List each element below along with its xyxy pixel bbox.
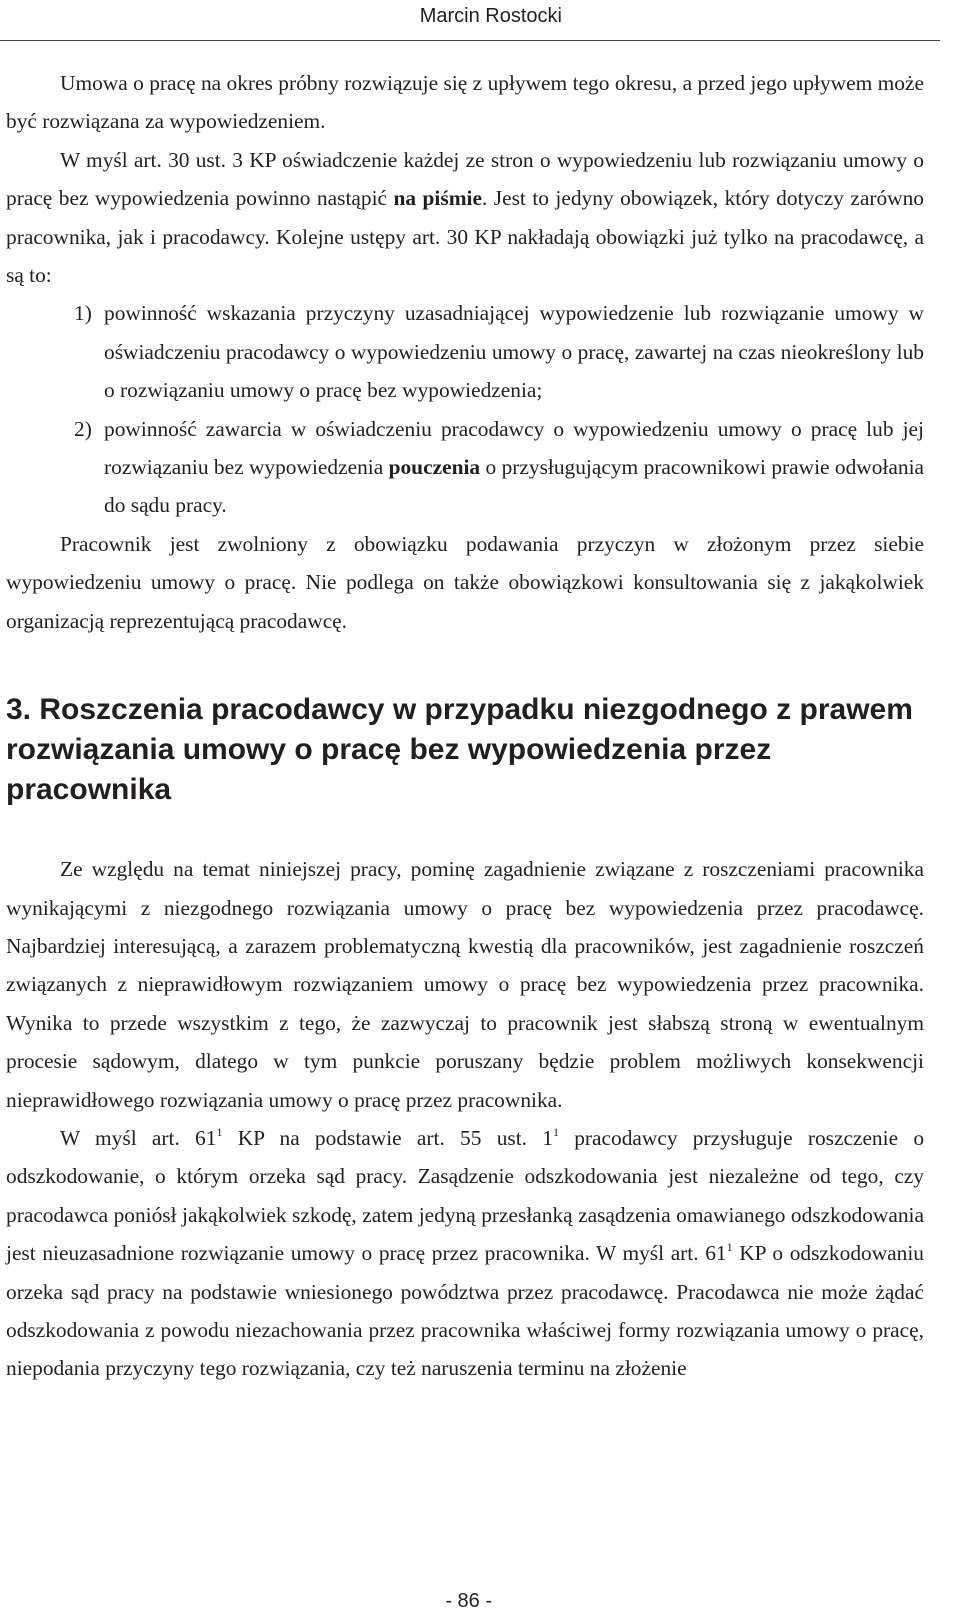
- header-author: Marcin Rostocki: [419, 5, 562, 27]
- paragraph-5: W myśl art. $61^1$ KP na podstawie art. 55 ust. $1^1$ pracodawcy przysługuje roszczenie o odszkodowanie, o którym orzeka sąd pracy. Zasądzenie odszkodowania jest niezależne od tego, czy pracodawca poniósł jakąkolwiek szkodę, zatem jedyną przesłanką zasądzenia omawianego odszkodowania jest nieuzasadnione rozwiązanie umowy o pracę przez pracownika. W myśl art. $61^1$ KP o odszkodowaniu orzeka sąd pracy na podstawie wniesionego powództwa przez pracodawcę. Pracodawca nie może żądać odszkodowania z powodu niezachowania przez pracownika właściwej formy rozwiązania umowy o pracę, niepodania przyczyny tego rozwiązania, czy też naruszenia terminu na złożenie: [6, 1124, 925, 1381]
- list-number-2: 2): [74, 416, 92, 441]
- paragraph-2: W myśl art. 30 ust. 3 KP oświadczenie każdej ze stron o wypowiedzeniu lub rozwiązaniu umowy o pracę bez wypowiedzenia powinno nastąpić na piśmie. Jest to jedyny obowiązek, który dotyczy zarówno pracownika, jak i pracodawcy. Kolejne ustępy art. 30 KP nakładają obowiązki już tylko na pracodawcę, a są to:: [6, 147, 924, 288]
- paragraph-1: Umowa o pracę na okres próbny rozwiązuje się z upływem tego okresu, a przed jego upływem może być rozwiązana za wypowiedzeniem.: [6, 71, 924, 134]
- page-footer: [0, 1590, 940, 1613]
- list-item-2: 2) powinność zawarcia w oświadczeniu pracodawcy o wypowiedzeniu umowy o pracę lub jej rozwiązaniu bez wypowiedzenia pouczenia o przysługującym pracownikowi prawie odwołania do sądu pracy.: [6, 410, 924, 525]
- page-number: - 86 -: [445, 1590, 492, 1612]
- page-body: [6, 64, 924, 1388]
- list-number-1: 1): [74, 301, 92, 326]
- paragraph-3: Pracownik jest zwolniony z obowiązku podawania przyczyn w złożonym przez siebie wypowiedzeniu umowy o pracę. Nie podlega on także obowiązkowi konsultowania się z jakąkolwiek organizacją reprezentującą pracodawcę.: [6, 531, 924, 633]
- superscript: 1: [552, 1124, 559, 1139]
- running-header: [0, 0, 940, 41]
- emphasis-na-pismie: na piśmie: [393, 186, 482, 211]
- list-item-1: [6, 294, 924, 409]
- section-heading: 3. Roszczenia pracodawcy w przypadku niezgodnego z prawem rozwiązania umowy o pracę bez wypowiedzenia przez pracownika: [6, 693, 913, 807]
- superscript: 1: [216, 1124, 223, 1139]
- emphasis-pouczenia: pouczenia: [388, 455, 481, 480]
- paragraph-4: Ze względu na temat niniejszej pracy, pominę zagadnienie związane z roszczeniami pracownika wynikającymi z niezgodnego rozwiązania umowy o pracę bez wypowiedzenia przez pracodawcę. Najbardziej interesującą, a zarazem problematyczną kwestią dla pracowników, jest zagadnienie roszczeń związanych z nieprawidłowym rozwiązaniem umowy o pracę bez wypowiedzenia przez pracownika. Wynika to przede wszystkim z tego, że zazwyczaj to pracownik jest słabszą stroną w ewentualnym procesie sądowym, dlatego w tym punkcie poruszany będzie problem możliwych konsekwencji nieprawidłowego rozwiązania umowy o pracę przez pracownika.: [6, 857, 924, 1112]
- list-text-1: powinność wskazania przyczyny uzasadniającej wypowiedzenie lub rozwiązanie umowy w oświadczeniu pracodawcy o wypowiedzeniu umowy o pracę, zawartej na czas nieokreślony lub o rozwiązaniu umowy o pracę bez wypowiedzenia;: [104, 301, 924, 403]
- superscript: 1: [726, 1240, 733, 1255]
